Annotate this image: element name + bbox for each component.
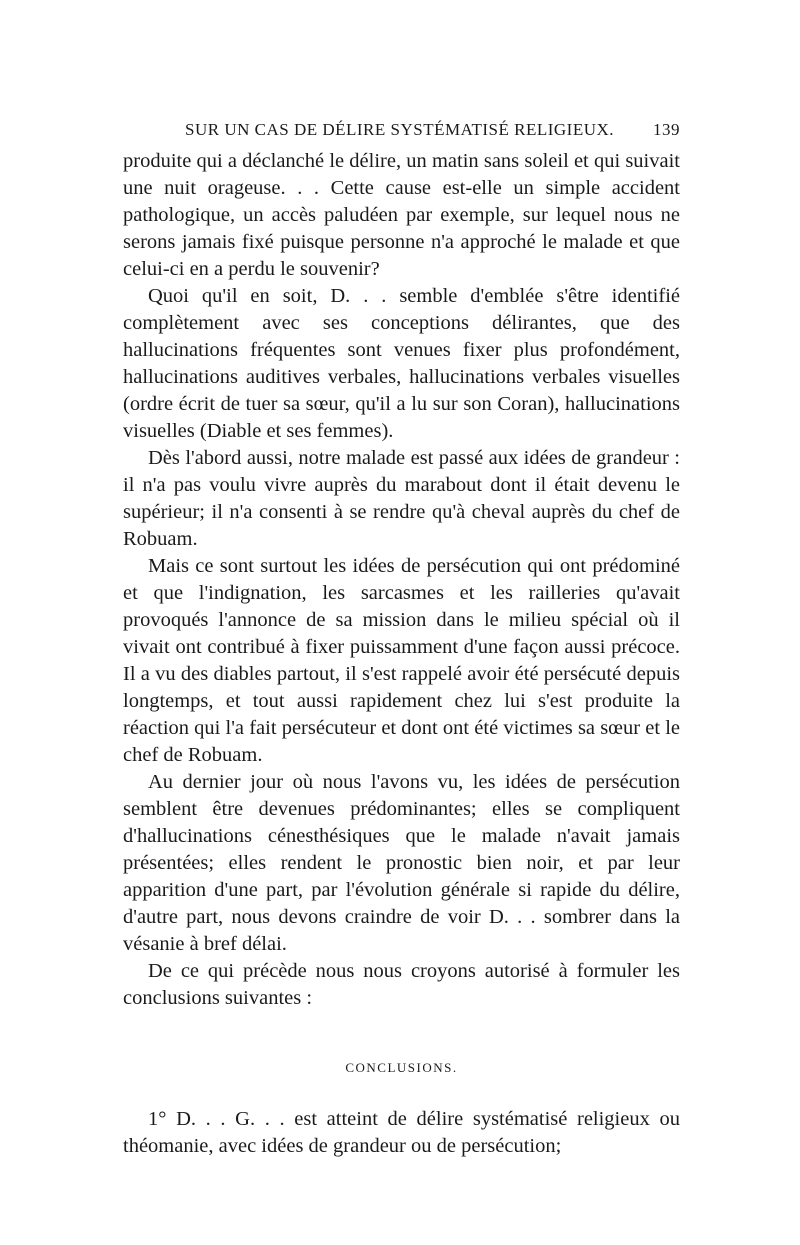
conclusion-item: 1° D. . . G. . . est atteint de délire systématisé religieux ou théomanie, avec idées de grandeur ou de persécution; — [123, 1108, 680, 1157]
running-head — [123, 108, 680, 148]
paragraph-continuation: produite qui a déclanché le délire, un matin sans soleil et qui suivait une nuit orageuse. . . Cette cause est-elle un simple accident pathologique, un accès paludéen par exemple, sur lequel nous ne serons jamais fixé puisque personne n'a approché le malade et que celui-ci en a perdu le souvenir? — [123, 150, 680, 280]
body-text — [123, 148, 680, 1012]
page-number: 139 — [653, 120, 680, 139]
section-heading: CONCLUSIONS. — [345, 1060, 458, 1075]
paragraph: Quoi qu'il en soit, D. . . semble d'emblée s'être identifié complètement avec ses conceptions délirantes, que des hallucinations fréquentes sont venues fixer plus profondément, hallucinations auditives verbales, hallucinations verbales visuelles (ordre écrit de tuer sa sœur, qu'il a lu sur son Coran), hallucinations visuelles (Diable et ses femmes). — [123, 285, 680, 442]
book-page — [123, 108, 680, 1160]
paragraph: Mais ce sont surtout les idées de persécution qui ont prédominé et que l'indignation, les sarcasmes et les railleries qu'avait provoqués l'annonce de sa mission dans le milieu spécial où il vivait ont contribué à fixer puissamment d'une façon aussi précoce. Il a vu des diables partout, il s'est rappelé avoir été persécuté depuis longtemps, et tout aussi rapidement chez lui s'est produite la réaction qui l'a fait persécuteur et dont ont été victimes sa sœur et le chef de Robuam. — [123, 555, 680, 766]
paragraph: Dès l'abord aussi, notre malade est passé aux idées de grandeur : il n'a pas voulu vivre auprès du marabout dont il était devenu le supérieur; il n'a consenti à se rendre qu'à cheval auprès du chef de Robuam. — [123, 447, 680, 550]
paragraph: De ce qui précède nous nous croyons autorisé à formuler les conclusions suivantes : — [123, 960, 680, 1009]
paragraph: Au dernier jour où nous l'avons vu, les idées de persécution semblent être devenues prédominantes; elles se compliquent d'hallucinations cénesthésiques que le malade n'avait jamais présentées; elles rendent le pronostic bien noir, et par leur apparition d'une part, par l'évolution générale si rapide du délire, d'autre part, nous devons craindre de voir D. . . sombrer dans la vésanie à bref délai. — [123, 771, 680, 955]
running-title: SUR UN CAS DE DÉLIRE SYSTÉMATISÉ RELIGIEUX. — [185, 120, 615, 139]
